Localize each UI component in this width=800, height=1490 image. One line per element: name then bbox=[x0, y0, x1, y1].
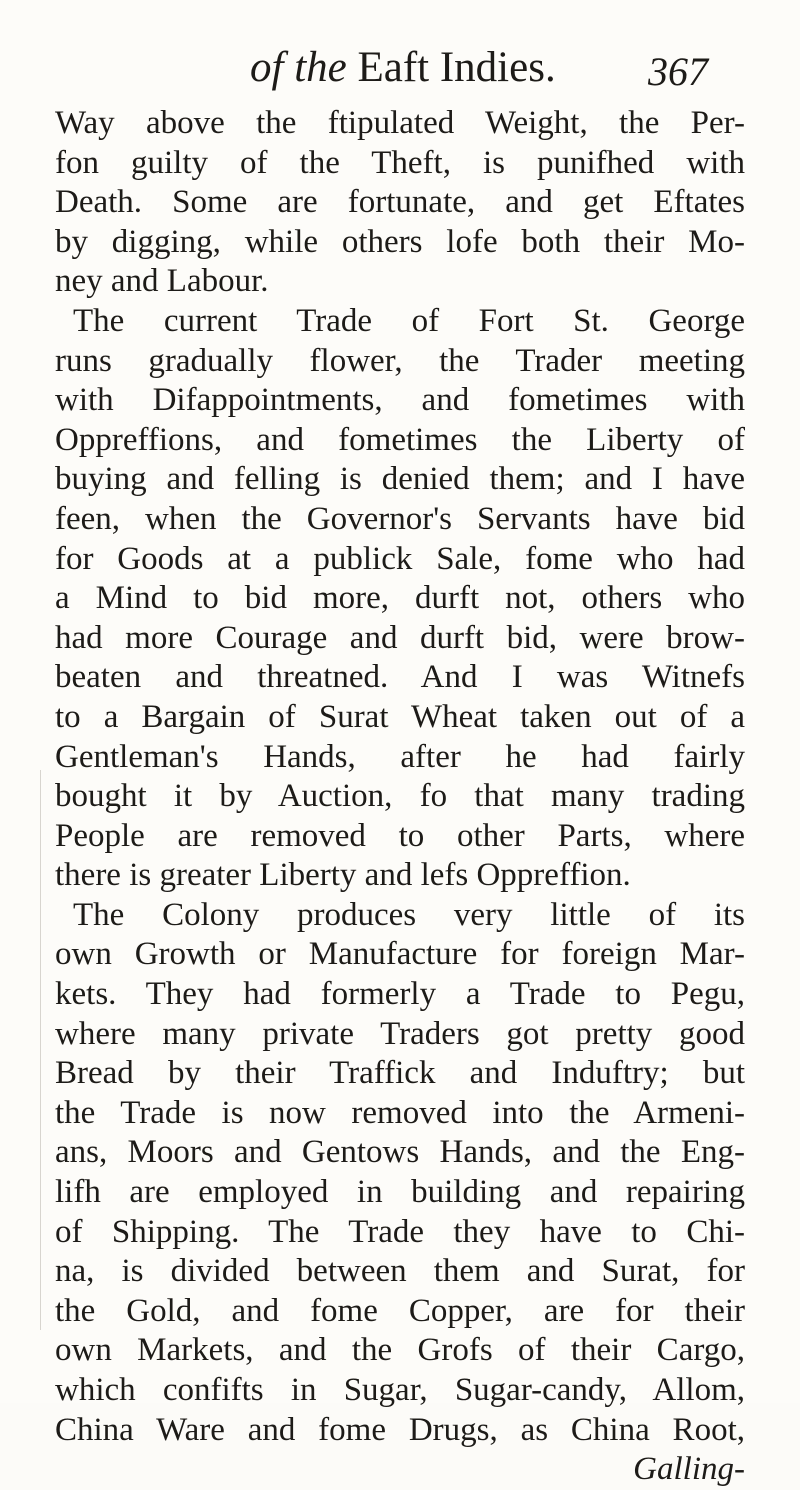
text-line: Bread by their Traffick and Induftry; but bbox=[55, 1055, 745, 1092]
text-line: People are removed to other Parts, where bbox=[55, 817, 745, 854]
text-line: to a Bargain of Surat Wheat taken out of a bbox=[55, 698, 745, 735]
text-line: there is greater Liberty and lefs Oppreffion. bbox=[55, 857, 631, 894]
text-line: by digging, while others lofe both their Mo- bbox=[55, 223, 745, 260]
running-header bbox=[250, 40, 710, 96]
text-line: the Trade is now removed into the Armeni- bbox=[55, 1094, 745, 1131]
text-line: which confifts in Sugar, Sugar-candy, Allom, bbox=[55, 1372, 745, 1408]
text-line: feen, when the Governor's Servants have bid bbox=[55, 500, 745, 537]
text-line: with Difappointments, and fometimes with bbox=[55, 382, 745, 419]
text-line: of Shipping. The Trade they have to Chi- bbox=[55, 1213, 745, 1250]
text-line: Way above the ftipulated Weight, the Per- bbox=[55, 105, 745, 141]
text-line: bought it by Auction, fo that many trading bbox=[55, 778, 745, 815]
margin-rule bbox=[40, 770, 41, 1330]
text-line: fon guilty of the Theft, is punifhed with bbox=[55, 144, 745, 181]
paragraph-start-line: The Colony produces very little of its bbox=[73, 896, 745, 933]
page-number: 367 bbox=[648, 49, 708, 94]
text-line: buying and felling is denied them; and I have bbox=[55, 461, 745, 498]
text-line: where many private Traders got pretty good bbox=[55, 1015, 745, 1052]
body-text bbox=[55, 104, 745, 1490]
text-line: lifh are employed in building and repairing bbox=[55, 1174, 745, 1211]
running-title-italic: of the bbox=[250, 44, 347, 91]
text-line: ney and Labour. bbox=[55, 263, 269, 300]
text-line: Death. Some are fortunate, and get Eftates bbox=[55, 184, 745, 221]
text-line: beaten and threatned. And I was Witnefs bbox=[55, 659, 745, 696]
text-line: own Markets, and the Grofs of their Cargo, bbox=[55, 1332, 745, 1369]
text-line: kets. They had formerly a Trade to Pegu, bbox=[55, 976, 745, 1013]
running-title-rest: Eaft Indies. bbox=[346, 44, 556, 91]
text-line: a Mind to bid more, durft not, others who bbox=[55, 580, 745, 617]
running-title bbox=[250, 44, 556, 92]
text-line: Oppreffions, and fometimes the Liberty of bbox=[55, 421, 745, 458]
text-line: China Ware and fome Drugs, as China Root, bbox=[55, 1411, 745, 1448]
text-line: runs gradually flower, the Trader meeting bbox=[55, 342, 745, 379]
paragraph-start-line: The current Trade of Fort St. George bbox=[73, 302, 745, 339]
text-line: the Gold, and fome Copper, are for their bbox=[55, 1292, 745, 1329]
text-line: for Goods at a publick Sale, fome who had bbox=[55, 540, 745, 577]
text-line: had more Courage and durft bid, were brow- bbox=[55, 619, 745, 656]
catchword: Galling- bbox=[633, 1451, 745, 1488]
text-line: own Growth or Manufacture for foreign Mar- bbox=[55, 936, 745, 973]
text-line: ans, Moors and Gentows Hands, and the Eng- bbox=[55, 1134, 745, 1171]
text-line: na, is divided between them and Surat, for bbox=[55, 1253, 745, 1290]
text-line: Gentleman's Hands, after he had fairly bbox=[55, 738, 745, 775]
